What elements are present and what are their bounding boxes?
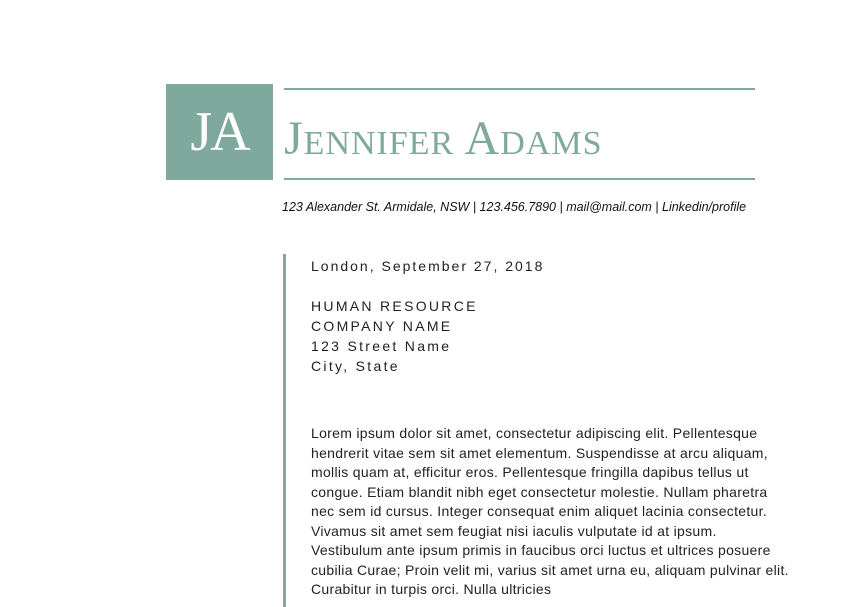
letter-date: London, September 27, 2018 bbox=[311, 258, 545, 274]
header-bottom-rule bbox=[284, 178, 755, 180]
contact-line: 123 Alexander St. Armidale, NSW | 123.456.7890 | mail@mail.com | Linkedin/profile bbox=[282, 200, 747, 214]
recipient-city: City, State bbox=[311, 358, 400, 374]
recipient-company: COMPANY NAME bbox=[311, 318, 453, 334]
recipient-block bbox=[311, 296, 478, 376]
applicant-name: Jennifer Adams bbox=[284, 111, 603, 165]
letter-paragraph: Lorem ipsum dolor sit amet, consectetur adipiscing elit. Pellentesque hendrerit vitae sem sit amet elementum. Suspendisse at arcu aliquam, mollis quam at, efficitur eros. Pellentesque fringilla dapibus tellus ut congue. Etiam blandit nibh eget consectetur molestie. Nullam pharetra nec sem id cursus. Integer consequat enim aliquet lacinia consectetur. Vivamus sit amet sem feugiat nisi iaculis vulputate id at ipsum. Vestibulum ante ipsum primis in faucibus orci luctus et ultrices posuere cubilia Curae; Proin velit mi, varius sit amet urna eu, aliquam pulvinar elit. Curabitur in turpis orci. Nulla ultricies bbox=[311, 425, 789, 597]
header-top-rule bbox=[284, 88, 755, 90]
recipient-department: HUMAN RESOURCE bbox=[311, 298, 478, 314]
letter-side-rule bbox=[283, 254, 286, 607]
monogram-logo: JA bbox=[166, 84, 273, 180]
recipient-street: 123 Street Name bbox=[311, 338, 452, 354]
